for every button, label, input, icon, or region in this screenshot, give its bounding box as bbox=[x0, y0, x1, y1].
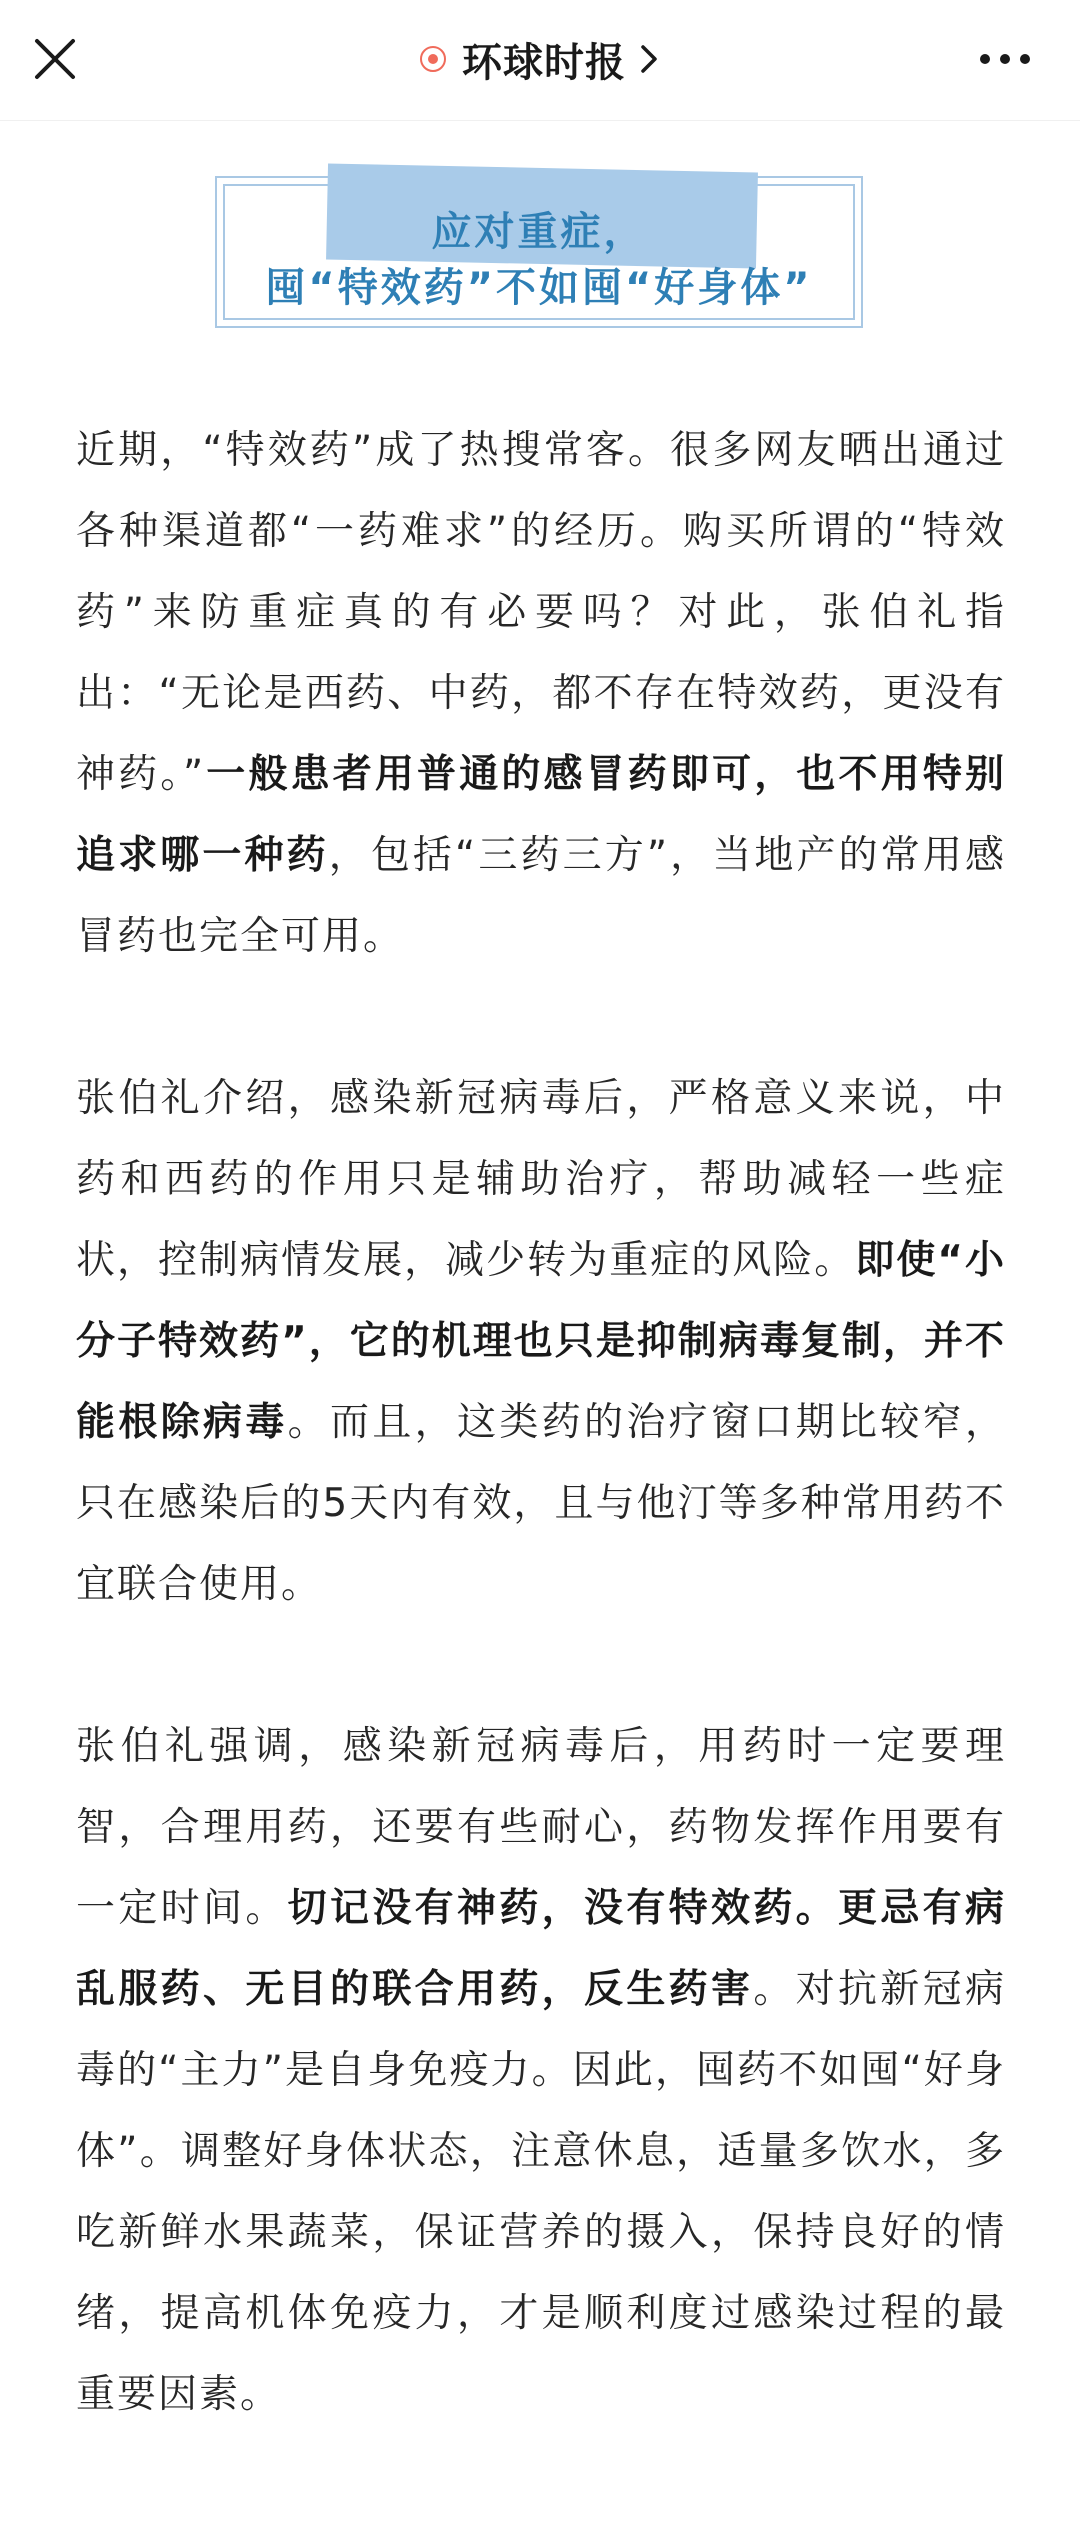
text-run: 张伯礼强调，感染新冠病毒后，用药时一定要理智，合理用药，还要有些耐心，药物发挥作用要有一定时间。 bbox=[76, 1724, 1006, 1931]
bold-text: 切记没有神药，没有特效药。更忌有病乱服药、无目的联合用药，反生药害 bbox=[76, 1886, 1006, 2012]
title-line-1: 应对重症， bbox=[431, 209, 647, 255]
text-run: 。对抗新冠病毒的“主力”是自身免疫力。因此，囤药不如囤“好身体”。调整好身体状态，注意休息，适量多饮水，多吃新鲜水果蔬菜，保证营养的摄入，保持良好的情绪，提高机体免疫力，才是顺利度过感染过程的最重要因素。 bbox=[76, 1967, 1006, 2417]
text-run: ，包括“三药三方”，当地产的常用感冒药也完全可用。 bbox=[76, 833, 1006, 959]
source-account-link[interactable] bbox=[0, 26, 1080, 92]
article-title-box bbox=[215, 176, 863, 328]
more-icon-dot bbox=[980, 54, 990, 64]
more-button[interactable] bbox=[970, 36, 1040, 82]
text-run: 近期，“特效药”成了热搜常客。很多网友晒出通过各种渠道都“一药难求”的经历。购买所谓的“特效药”来防重症真的有必要吗？对此，张伯礼指出：“无论是西药、中药，都不存在特效药，更没有神药。” bbox=[76, 428, 1006, 797]
article-paragraph bbox=[76, 1706, 1006, 2435]
article-body bbox=[76, 410, 1006, 2435]
bold-text: 一般患者用普通的感冒药即可，也不用特别追求哪一种药 bbox=[76, 752, 1006, 878]
chevron-right-icon bbox=[638, 42, 660, 76]
article-paragraph bbox=[76, 1058, 1006, 1625]
article-paragraph bbox=[76, 410, 1006, 977]
text-run: 。而且，这类药的治疗窗口期比较窄，只在感染后的5天内有效，且与他汀等多种常用药不宜联合使用。 bbox=[76, 1400, 1006, 1607]
top-navigation-bar bbox=[0, 0, 1080, 121]
account-dot-icon bbox=[420, 46, 446, 72]
source-account-name: 环球时报 bbox=[462, 39, 626, 86]
more-icon-dot bbox=[1000, 54, 1010, 64]
bold-text: 即使“小分子特效药”，它的机理也只是抑制病毒复制，并不能根除病毒 bbox=[76, 1238, 1006, 1445]
title-line-2: 囤“特效药”不如囤“好身体” bbox=[265, 265, 813, 311]
more-icon-dot bbox=[1020, 54, 1030, 64]
text-run: 张伯礼介绍，感染新冠病毒后，严格意义来说，中药和西药的作用只是辅助治疗，帮助减轻一些症状，控制病情发展，减少转为重症的风险。 bbox=[76, 1076, 1006, 1283]
